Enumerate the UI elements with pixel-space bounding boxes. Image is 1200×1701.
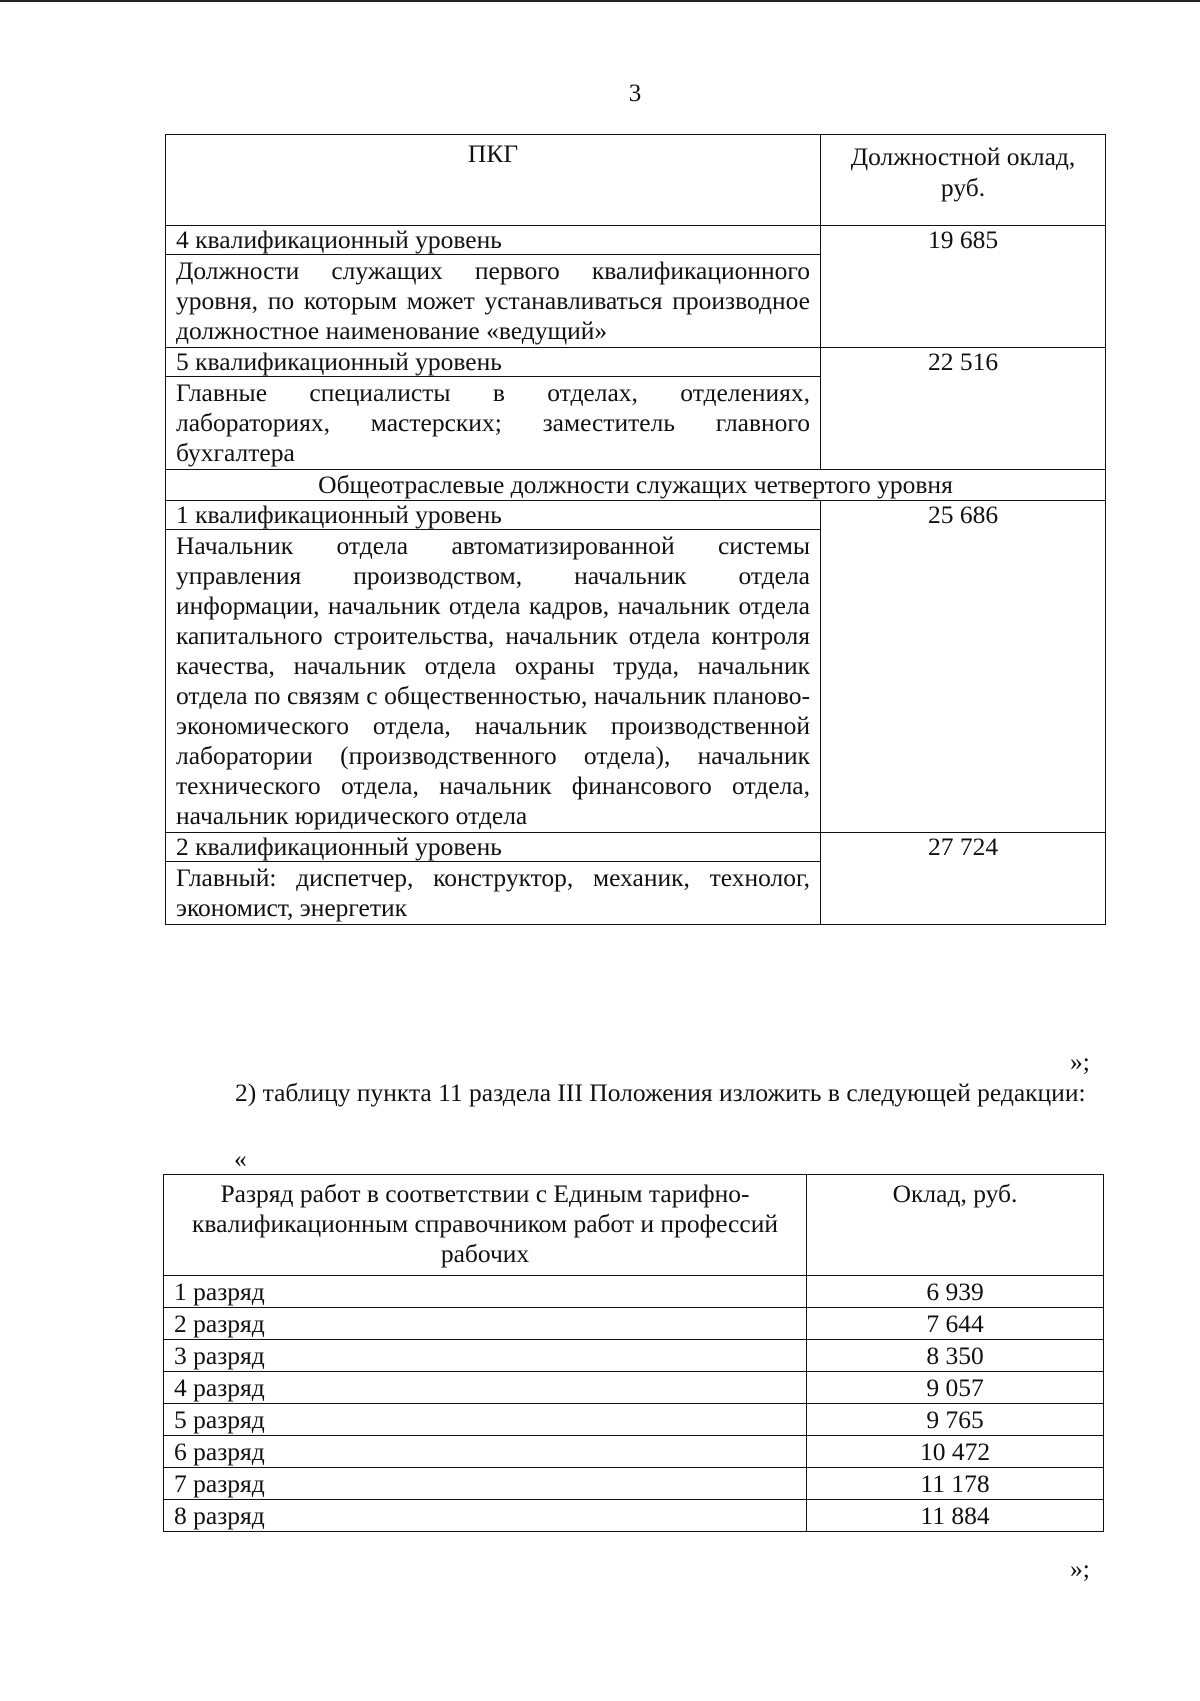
table-row bbox=[164, 1436, 1104, 1468]
salary-table-grades bbox=[163, 1174, 1104, 1532]
opening-quote: « bbox=[234, 1144, 247, 1173]
level-label: 1 квалификационный уровень bbox=[166, 501, 821, 530]
amendment-paragraph: 2) таблицу пункта 11 раздела III Положения изложить в следующей редакции: bbox=[235, 1078, 1086, 1107]
table-row bbox=[164, 1372, 1104, 1404]
table-header-row bbox=[164, 1175, 1104, 1276]
grade-label: 3 разряд bbox=[164, 1340, 807, 1372]
table-row bbox=[164, 1276, 1104, 1308]
grade-salary: 7 644 bbox=[807, 1308, 1104, 1340]
table-row bbox=[166, 348, 1106, 377]
salary-value: 27 724 bbox=[821, 833, 1106, 925]
table-row bbox=[164, 1340, 1104, 1372]
page-number: 3 bbox=[628, 80, 642, 107]
table-row bbox=[166, 833, 1106, 862]
grade-salary: 11 884 bbox=[807, 1500, 1104, 1532]
level-description: Начальник отдела автоматизированной системы управления производством, начальник отдела информации, начальник отдела кадров, начальник отдела капитального строительства, начальник отдела контроля качества, начальник отдела охраны труда, начальник отдела по связям с общественностью, начальник планово-экономического отдела, начальник производственной лаборатории (производственного отдела), начальник технического отдела, начальник финансового отдела, начальник юридического отдела bbox=[166, 530, 821, 833]
section-title-row bbox=[166, 470, 1106, 501]
table-header-row bbox=[166, 135, 1106, 226]
table-row bbox=[166, 226, 1106, 255]
section-title: Общеотраслевые должности служащих четвертого уровня bbox=[166, 470, 1106, 501]
grade-salary: 6 939 bbox=[807, 1276, 1104, 1308]
grade-label: 4 разряд bbox=[164, 1372, 807, 1404]
level-label: 5 квалификационный уровень bbox=[166, 348, 821, 377]
table-row bbox=[164, 1404, 1104, 1436]
salary-value: 25 686 bbox=[821, 501, 1106, 833]
level-description: Главные специалисты в отделах, отделениях, лабораториях, мастерских; заместитель главного бухгалтера bbox=[166, 377, 821, 470]
header-pkg: ПКГ bbox=[166, 135, 821, 226]
grade-label: 6 разряд bbox=[164, 1436, 807, 1468]
grade-label: 8 разряд bbox=[164, 1500, 807, 1532]
grade-label: 2 разряд bbox=[164, 1308, 807, 1340]
header-grade: Разряд работ в соответствии с Единым тарифно-квалификационным справочником работ и профессий рабочих bbox=[164, 1175, 807, 1276]
closing-quote-2: »; bbox=[1070, 1554, 1090, 1583]
grade-salary: 10 472 bbox=[807, 1436, 1104, 1468]
closing-quote: »; bbox=[1070, 1047, 1090, 1076]
grade-salary: 11 178 bbox=[807, 1468, 1104, 1500]
level-description: Должности служащих первого квалификационного уровня, по которым может устанавливаться производное должностное наименование «ведущий» bbox=[166, 255, 821, 348]
grade-salary: 9 057 bbox=[807, 1372, 1104, 1404]
grade-label: 1 разряд bbox=[164, 1276, 807, 1308]
grade-label: 5 разряд bbox=[164, 1404, 807, 1436]
table-row bbox=[164, 1500, 1104, 1532]
level-label: 2 квалификационный уровень bbox=[166, 833, 821, 862]
salary-table-pkg bbox=[165, 134, 1106, 925]
salary-value: 19 685 bbox=[821, 226, 1106, 348]
table-row bbox=[164, 1308, 1104, 1340]
header-salary: Должностной оклад, руб. bbox=[821, 135, 1106, 226]
table-row bbox=[166, 501, 1106, 530]
table-row bbox=[164, 1468, 1104, 1500]
scan-edge-line bbox=[0, 0, 1200, 2]
grade-salary: 9 765 bbox=[807, 1404, 1104, 1436]
grade-salary: 8 350 bbox=[807, 1340, 1104, 1372]
salary-value: 22 516 bbox=[821, 348, 1106, 470]
level-label: 4 квалификационный уровень bbox=[166, 226, 821, 255]
level-description: Главный: диспетчер, конструктор, механик, технолог, экономист, энергетик bbox=[166, 862, 821, 925]
header-salary: Оклад, руб. bbox=[807, 1175, 1104, 1276]
grade-label: 7 разряд bbox=[164, 1468, 807, 1500]
